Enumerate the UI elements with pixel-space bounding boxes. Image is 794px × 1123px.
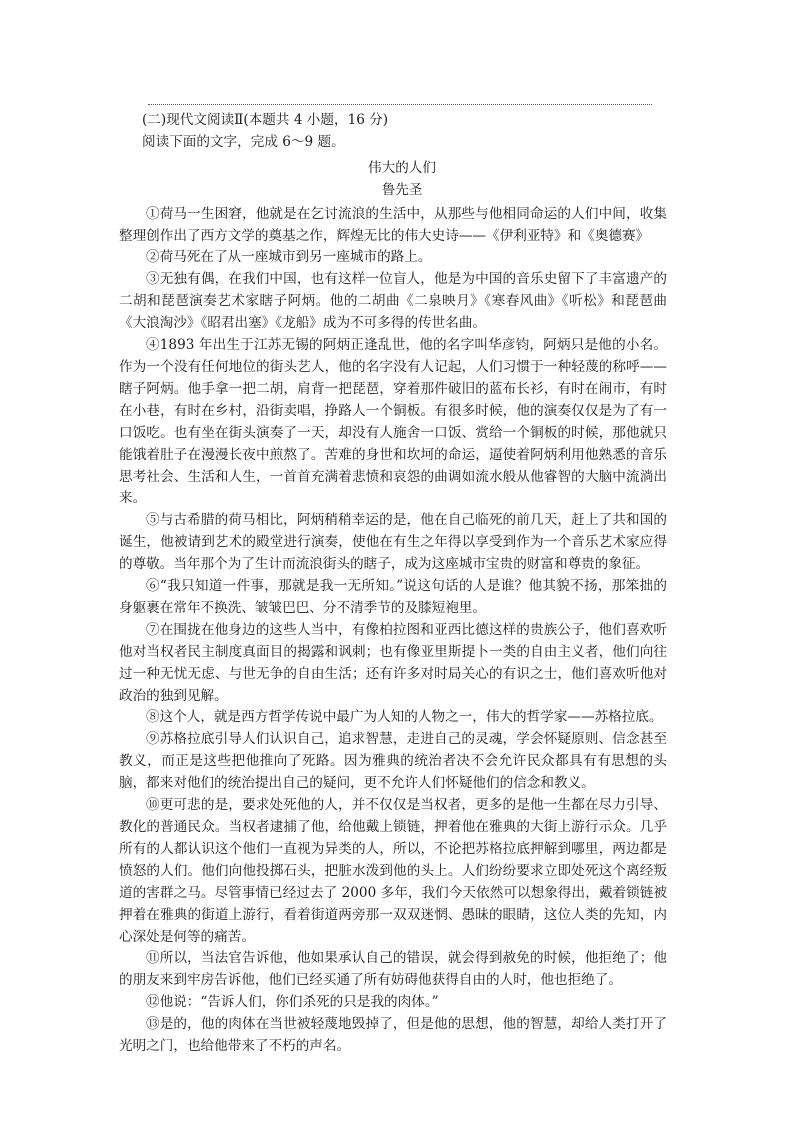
document-page: [118, 104, 678, 1058]
paragraph-7: ⑦在围拢在他身边的这些人当中，有像柏拉图和亚西比德这样的贵族公子，他们喜欢听他对当权者民主制度真面目的揭露和讽刺；也有像亚里斯提卜一类的自由主义者，他们向往过一种无忧无虑、与世无争的自由生活；还有许多对时局关心的有识之士，他们喜欢听他对政治的独到见解。: [119, 621, 667, 704]
paragraph-6: ⑥“我只知道一件事，那就是我一无所知。”说这句话的人是谁？他其貌不扬，那笨拙的身躯裹在常年不换洗、皱皱巴巴、分不清季节的及膝短袍里。: [119, 578, 667, 616]
reading-instructions: 阅读下面的文字，完成 6～9 题。: [142, 134, 345, 151]
paragraph-1: ①荷马一生困窘，他就是在乞讨流浪的生活中，从那些与他相同命运的人们中间，收集整理创作出了西方文学的奠基之作，辉煌无比的伟大史诗——《伊利亚特》和《奥德赛》: [119, 205, 667, 244]
dotted-separator: [148, 104, 652, 105]
article-title: 伟大的人们: [368, 159, 436, 176]
paragraph-3: ③无独有偶，在我们中国，也有这样一位盲人，他是为中国的音乐史留下了丰富遗产的二胡和琵琶演奏艺术家瞎子阿炳。他的二胡曲《二泉映月》《寒春风曲》《听松》和琵琶曲《大浪淘沙》《昭君出塞》《龙船》成为不可多得的传世名曲。: [119, 271, 667, 332]
article-author: 鲁先圣: [381, 182, 423, 199]
section-heading: (二)现代文阅读Ⅱ(本题共 4 小题，16 分): [142, 112, 389, 128]
article-body: [118, 204, 678, 1058]
paragraph-8: ⑧这个人，就是西方哲学传说中最广为人知的人物之一，伟大的哲学家——苏格拉底。: [146, 709, 663, 726]
paragraph-9: ⑨苏格拉底引导人们认识自己，追求智慧，走进自己的灵魂，学会怀疑原则、信念甚至教义，而正是这些把他推向了死路。因为雅典的统治者决不会允许民众都具有有思想的头脑，都来对他们的统治提出自己的疑问，更不允许人们怀疑他们的信念和教义。: [119, 731, 667, 792]
paragraph-4: ④1893 年出生于江苏无锡的阿炳正逢乱世，他的名字叫华彦钧，阿炳只是他的小名。作为一个没有任何地位的街头艺人，他的名字没有人记起，人们习惯于一种轻蔑的称呼——瞎子阿炳。他手拿一把二胡，肩背一把琵琶，穿着那件破旧的蓝布长衫，有时在闹市，有时在小巷，有时在乡村，沿街卖唱，挣路人一个铜板。有很多时候，他的演奏仅仅是为了有一口饭吃。也有坐在街头演奏了一天，却没有人施舍一口饭、赏给一个铜板的时候，那他就只能饿着肚子在漫漫长夜中煎熬了。苦难的身世和坎坷的命运，逼使着阿炳利用他熟悉的音乐思考社会、生活和人生，一首首充满着悲愤和哀怨的曲调如流水般从他睿智的大脑中流淌出来。: [119, 337, 667, 507]
paragraph-10: ⑩更可悲的是，要求处死他的人，并不仅仅是当权者，更多的是他一生都在尽力引导、教化的普通民众。当权者逮捕了他，给他戴上锁链，押着他在雅典的大街上游行示众。几乎所有的人都认识这个他们一直视为异类的人，所以，不论把苏格拉底押解到哪里，两边都是愤怒的人们。他们向他投掷石头，把脏水泼到他的头上。人们纷纷要求立即处死这个离经叛道的害群之马。尽管事情已经过去了 2000 多年，我们今天依然可以想象得出，戴着锁链被押着在雅典的街道上游行，看着街道两旁那一双双迷惘、愚昧的眼睛，这位人类的先知，内心深处是何等的痛苦。: [119, 797, 667, 945]
paragraph-2: ②荷马死在了从一座城市到另一座城市的路上。: [146, 249, 432, 266]
paragraph-13: ⑬是的，他的肉体在当世被轻蔑地毁掉了，但是他的思想，他的智慧，却给人类打开了光明之门，也给他带来了不朽的声名。: [119, 1016, 667, 1055]
paragraph-12: ⑫他说：“告诉人们，你们杀死的只是我的肉体。”: [146, 994, 439, 1011]
paragraph-5: ⑤与古希腊的荷马相比，阿炳稍稍幸运的是，他在自己临死的前几天，赶上了共和国的诞生，他被请到艺术的殿堂进行演奏，使他在有生之年得以享受到作为一个音乐艺术家应得的尊敬。当年那个为了生计而流浪街头的瞎子，成为这座城市宝贵的财富和尊贵的象征。: [119, 512, 667, 573]
paragraph-11: ⑪所以，当法官告诉他，他如果承认自己的错误，就会得到赦免的时候，他拒绝了；他的朋友来到牢房告诉他，他们已经买通了所有妨碍他获得自由的人时，他也拒绝了。: [119, 950, 667, 989]
